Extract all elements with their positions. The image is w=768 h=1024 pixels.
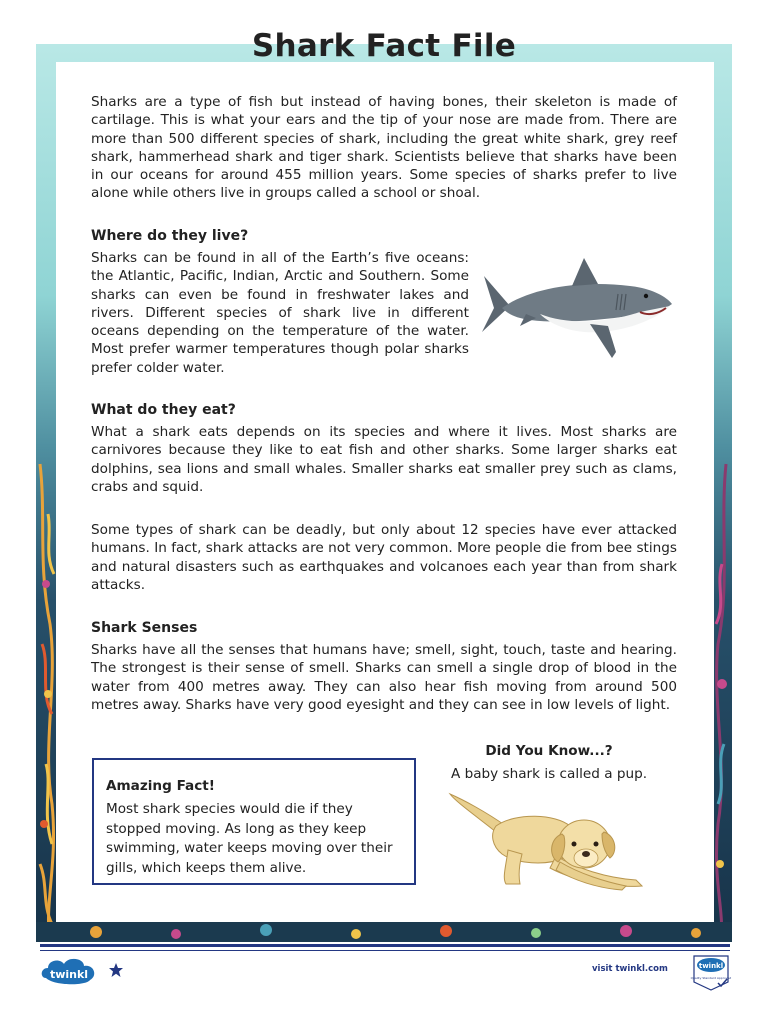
amazing-fact-title: Amazing Fact! [106, 778, 215, 794]
badge-logo-text: twinkl [698, 962, 724, 970]
did-you-know-text: A baby shark is called a pup. [450, 766, 648, 782]
eat-heading: What do they eat? [91, 402, 236, 418]
attacks-paragraph: Some types of shark can be deadly, but only about 12 species have ever attacked humans. In fact, shark attacks are not very common. More people die from bee stings and natural disasters such as earthquakes and volcanoes each year than from shark attacks. [91, 522, 677, 593]
eat-paragraph: What a shark eats depends on its species and where it lives. Most sharks are carnivores because they like to eat fish and other sharks. Some larger sharks eat dolphins, sea lions and small whales. Smaller sharks eat smaller prey such as clams, crabs and squid. [91, 424, 677, 495]
page-title: Shark Fact File [251, 28, 517, 64]
amazing-fact-text: Most shark species would die if they stopped moving. As long as they keep swimming, water keeps moving over their gills, which keeps them alive. [106, 801, 393, 876]
footer-divider-thin [40, 950, 730, 951]
where-heading: Where do they live? [91, 228, 249, 244]
footer-divider [40, 944, 730, 947]
puppy-illustration [446, 786, 652, 892]
did-you-know-title: Did You Know...? [485, 743, 613, 759]
shark-illustration [480, 254, 674, 366]
where-paragraph: Sharks can be found in all of the Earth’s five oceans: the Atlantic, Pacific, Indian, Arctic and Southern. Some sharks can even be found in freshwater lakes and rivers. Different species of shark live in different oceans depending on the temperature of the water. Most prefer warmer temperatures though polar sharks prefer colder water. [91, 250, 469, 376]
senses-heading: Shark Senses [91, 620, 198, 636]
amazing-fact-box [92, 758, 416, 885]
quality-standard-badge [690, 952, 732, 992]
senses-paragraph: Sharks have all the senses that humans have; smell, sight, touch, taste and hearing. The strongest is their sense of smell. Sharks can smell a single drop of blood in the water from 400 metres away. They can also hear fish moving from around 500 metres away. Sharks have very good eyesight and they can see in low levels of light. [91, 642, 677, 713]
visit-twinkl-link[interactable]: visit twinkl.com [592, 964, 668, 974]
intro-paragraph: Sharks are a type of fish but instead of having bones, their skeleton is made of cartilage. This is what your ears and the tip of your nose are made from. There are more than 500 different species of shark, including the great white shark, grey reef shark, hammerhead shark and tiger shark. Scientists believe that sharks have been in our oceans for around 455 million years. Some species of sharks prefer to live alone while others live in groups called a school or shoal. [91, 94, 677, 202]
twinkl-logo[interactable] [38, 954, 100, 990]
twinkl-logo-text: twinkl [49, 968, 89, 981]
badge-text: Quality Standard Approved [690, 976, 732, 980]
star-icon [108, 962, 124, 978]
